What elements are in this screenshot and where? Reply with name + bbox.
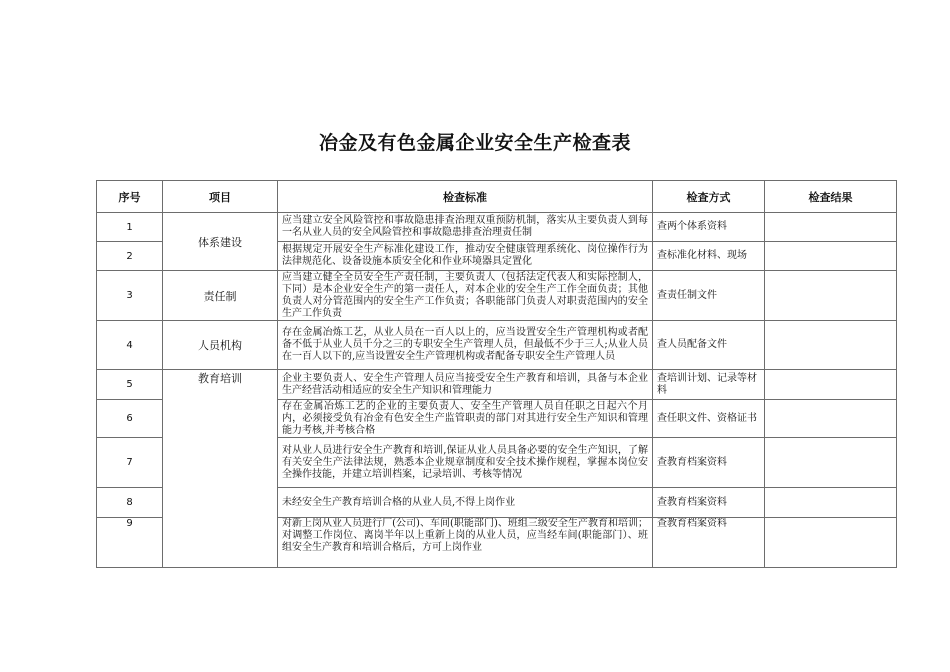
table-row bbox=[97, 321, 897, 370]
method-cell: 查责任制文件 bbox=[653, 271, 765, 321]
result-cell[interactable] bbox=[765, 242, 897, 271]
standard-cell: 存在金属冶炼工艺，从业人员在一百人以上的，应当设置安全生产管理机构或者配备不低于从业人员千分之三的专职安全生产管理人员，但最低不少于三人;从业人员在一百人以下的,应当设置安全生产管理机构或者配备专职安全生产管理人员 bbox=[278, 321, 653, 370]
standard-cell: 未经安全生产教育培训合格的从业人员,不得上岗作业 bbox=[278, 488, 653, 518]
standard-cell: 根据规定开展安全生产标准化建设工作，推动安全健康管理系统化、岗位操作行为法律规范化、设备设施本质安全化和作业环境器具定置化 bbox=[278, 242, 653, 271]
result-cell[interactable] bbox=[765, 400, 897, 438]
standard-cell: 企业主要负责人、安全生产管理人员应当接受安全生产教育和培训，具备与本企业生产经营活动相适应的安全生产知识和管理能力 bbox=[278, 370, 653, 400]
standard-cell: 应当建立健全全员安全生产责任制，主要负责人（包括法定代表人和实际控制人，下同）是本企业安全生产的第一责任人，对本企业的安全生产工作全面负责；其他负责人对分管范围内的安全生产工作负责；各职能部门负责人对职责范围内的安全生产工作负责 bbox=[278, 271, 653, 321]
item-cell: 人员机构 bbox=[163, 321, 278, 370]
method-cell: 查教育档案资料 bbox=[653, 518, 765, 568]
item-cell: 责任制 bbox=[163, 271, 278, 321]
row-number: 6 bbox=[97, 400, 163, 438]
row-number: 4 bbox=[97, 321, 163, 370]
method-cell: 查培训计划、记录等材料 bbox=[653, 370, 765, 400]
item-cell bbox=[163, 370, 278, 568]
standard-cell: 对新上岗从业人员进行厂(公司)、车间(职能部门)、班组三级安全生产教育和培训；对调整工作岗位、离岗半年以上重新上岗的从业人员，应当经车间(职能部门）、班组安全生产教育和培训合格后，方可上岗作业 bbox=[278, 518, 653, 568]
result-cell[interactable] bbox=[765, 321, 897, 370]
method-cell: 查教育档案资料 bbox=[653, 438, 765, 488]
table-row bbox=[97, 271, 897, 321]
result-cell[interactable] bbox=[765, 518, 897, 568]
item-label: 教育培训 bbox=[198, 372, 242, 385]
method-cell: 查任职文件、资格证书 bbox=[653, 400, 765, 438]
inspection-table bbox=[96, 180, 897, 568]
header-item: 项目 bbox=[163, 181, 278, 213]
result-cell[interactable] bbox=[765, 488, 897, 518]
result-cell[interactable] bbox=[765, 271, 897, 321]
method-cell: 查人员配备文件 bbox=[653, 321, 765, 370]
row-number: 8 bbox=[97, 488, 163, 518]
standard-cell: 对从业人员进行安全生产教育和培训,保证从业人员具备必要的安全生产知识，了解有关安全生产法律法规，熟悉本企业规章制度和安全技术操作规程，掌握本岗位安全操作技能，并建立培训档案，记录培训、考核等情况 bbox=[278, 438, 653, 488]
header-no: 序号 bbox=[97, 181, 163, 213]
row-number: 2 bbox=[97, 242, 163, 271]
row-number: 1 bbox=[97, 213, 163, 242]
table-header-row bbox=[97, 181, 897, 213]
table-row bbox=[97, 213, 897, 242]
header-result: 检查结果 bbox=[765, 181, 897, 213]
row-number: 5 bbox=[97, 370, 163, 400]
method-cell: 查教育档案资料 bbox=[653, 488, 765, 518]
page-title: 冶金及有色金属企业安全生产检查表 bbox=[318, 132, 631, 154]
row-number: 3 bbox=[97, 271, 163, 321]
row-number: 9 bbox=[97, 518, 163, 568]
header-standard: 检查标准 bbox=[278, 181, 653, 213]
result-cell[interactable] bbox=[765, 438, 897, 488]
standard-cell: 存在金属冶炼工艺的企业的主要负责人、安全生产管理人员自任职之日起六个月内，必须接受负有冶金有色安全生产监管职责的部门对其进行安全生产知识和管理能力考核,并考核合格 bbox=[278, 400, 653, 438]
item-cell: 体系建设 bbox=[163, 213, 278, 271]
standard-cell: 应当建立安全风险管控和事故隐患排查治理双重预防机制，落实从主要负责人到每一名从业人员的安全风险管控和事故隐患排查治理责任制 bbox=[278, 213, 653, 242]
result-cell[interactable] bbox=[765, 213, 897, 242]
method-cell: 查两个体系资料 bbox=[653, 213, 765, 242]
result-cell[interactable] bbox=[765, 370, 897, 400]
row-number: 7 bbox=[97, 438, 163, 488]
table-row bbox=[97, 370, 897, 400]
method-cell: 查标准化材料、现场 bbox=[653, 242, 765, 271]
header-method: 检查方式 bbox=[653, 181, 765, 213]
